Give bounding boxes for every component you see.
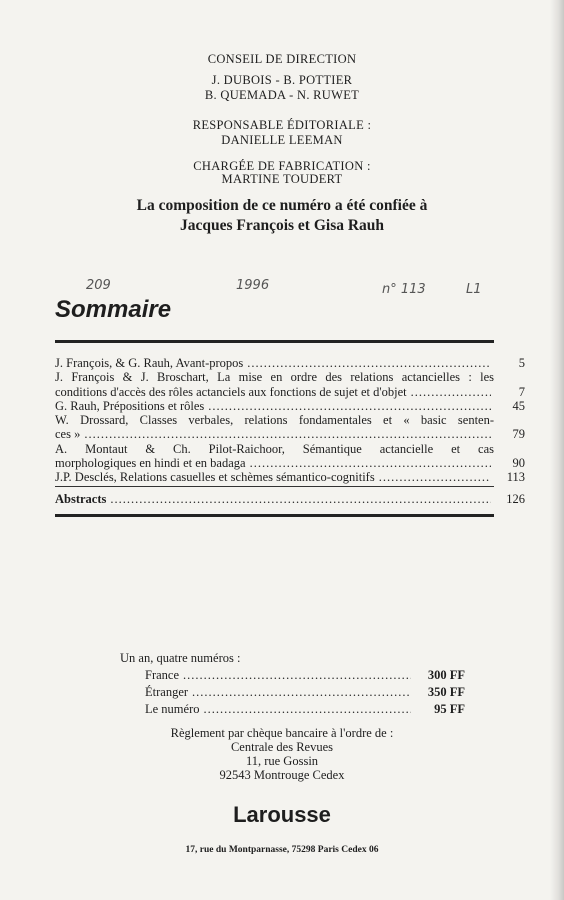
toc-entry-page: 7 — [518, 384, 525, 399]
handwritten-note-c: n° 113 — [382, 282, 426, 297]
toc-entry — [55, 370, 525, 399]
subscription-label: Le numéro — [145, 702, 200, 716]
abstracts-page: 126 — [506, 492, 525, 506]
toc-bottom-rule — [55, 514, 494, 517]
production-name: MARTINE TOUDERT — [221, 172, 343, 186]
toc-entry-page: 113 — [506, 470, 525, 485]
subscription-leader — [183, 667, 411, 684]
abstracts-label: Abstracts — [55, 492, 107, 506]
toc-entry-text-line-2: conditions d'accès des rôles actanciels aux fonctions de sujet et d'objet — [55, 384, 407, 399]
board-members-line-1: J. DUBOIS - B. POTTIER — [211, 73, 353, 87]
toc-entry-text: G. Rauh, Prépositions et rôles — [55, 398, 205, 413]
toc-entry — [55, 356, 525, 370]
subscription-leader — [204, 701, 412, 718]
toc-entry-text: J. François, & G. Rauh, Avant-propos — [55, 356, 244, 370]
production-role: CHARGÉE DE FABRICATION : — [193, 159, 371, 173]
subscription-price: 350 FF — [427, 685, 465, 699]
toc-entry — [55, 470, 525, 484]
toc-entry-text: J.P. Desclés, Relations casuelles et schèmes sémantico-cognitifs — [55, 470, 375, 485]
toc-leader — [110, 492, 491, 506]
toc-leader — [84, 427, 491, 441]
subscription-row — [120, 701, 465, 718]
toc-middle-rule — [55, 486, 494, 487]
subscription-leader — [192, 684, 411, 701]
toc-entry-text-line-1: J. François & J. Broschart, La mise en ordre des relations actancielles : les — [55, 370, 494, 385]
subscription-label: France — [145, 668, 180, 682]
subscription-row — [120, 684, 465, 701]
toc-leader — [411, 385, 491, 399]
toc-entry — [55, 399, 525, 413]
board-members-line-2: B. QUEMADA - N. RUWET — [204, 88, 360, 102]
table-of-contents — [55, 356, 525, 485]
toc-entry-page: 45 — [512, 398, 525, 413]
handwritten-note-a: 209 — [86, 278, 111, 293]
publisher-address: 17, rue du Montparnasse, 75298 Paris Cedex 06 — [185, 845, 379, 855]
payment-line-3: 11, rue Gossin — [245, 754, 319, 768]
subscription-price: 300 FF — [427, 668, 465, 682]
toc-entry-page: 79 — [512, 427, 525, 442]
payment-line-1: Règlement par chèque bancaire à l'ordre de : — [170, 726, 394, 740]
toc-entry-text-line-1: W. Drossard, Classes verbales, relations fondamentales et « basic senten- — [55, 413, 494, 428]
composition-line-2: Jacques François et Gisa Rauh — [179, 217, 385, 234]
toc-leader — [250, 456, 491, 470]
subscription-row — [120, 667, 465, 684]
editor-name: DANIELLE LEEMAN — [221, 133, 343, 147]
toc-entry — [55, 442, 525, 471]
payment-line-4: 92543 Montrouge Cedex — [219, 768, 345, 782]
toc-entry — [55, 413, 525, 442]
board-heading: CONSEIL DE DIRECTION — [207, 52, 357, 66]
toc-entry-text-line-2: morphologiques en hindi et en badaga — [55, 456, 246, 471]
sommaire-title: Sommaire — [55, 296, 172, 323]
handwritten-note-d: L1 — [466, 282, 482, 297]
toc-entry-text-line-1: A. Montaut & Ch. Pilot-Raichoor, Sémantique actancielle et cas — [55, 441, 494, 456]
subscription-heading: Un an, quatre numéros : — [120, 651, 241, 665]
publisher-logo: Larousse — [233, 802, 331, 827]
editor-role: RESPONSABLE ÉDITORIALE : — [192, 118, 372, 132]
toc-leader — [208, 399, 491, 413]
abstracts-entry — [55, 492, 525, 506]
toc-entry-page: 90 — [512, 456, 525, 471]
payment-line-2: Centrale des Revues — [230, 740, 334, 754]
subscription-label: Étranger — [145, 685, 189, 699]
toc-leader — [247, 356, 491, 370]
toc-top-rule — [55, 340, 494, 343]
toc-entry-page: 5 — [518, 356, 525, 370]
composition-line-1: La composition de ce numéro a été confiée à — [136, 197, 428, 214]
subscription-price: 95 FF — [434, 702, 465, 716]
handwritten-note-b: 1996 — [236, 278, 270, 293]
toc-leader — [379, 470, 491, 484]
toc-entry-text-line-2: ces » — [55, 427, 81, 442]
subscription-block — [120, 650, 465, 718]
